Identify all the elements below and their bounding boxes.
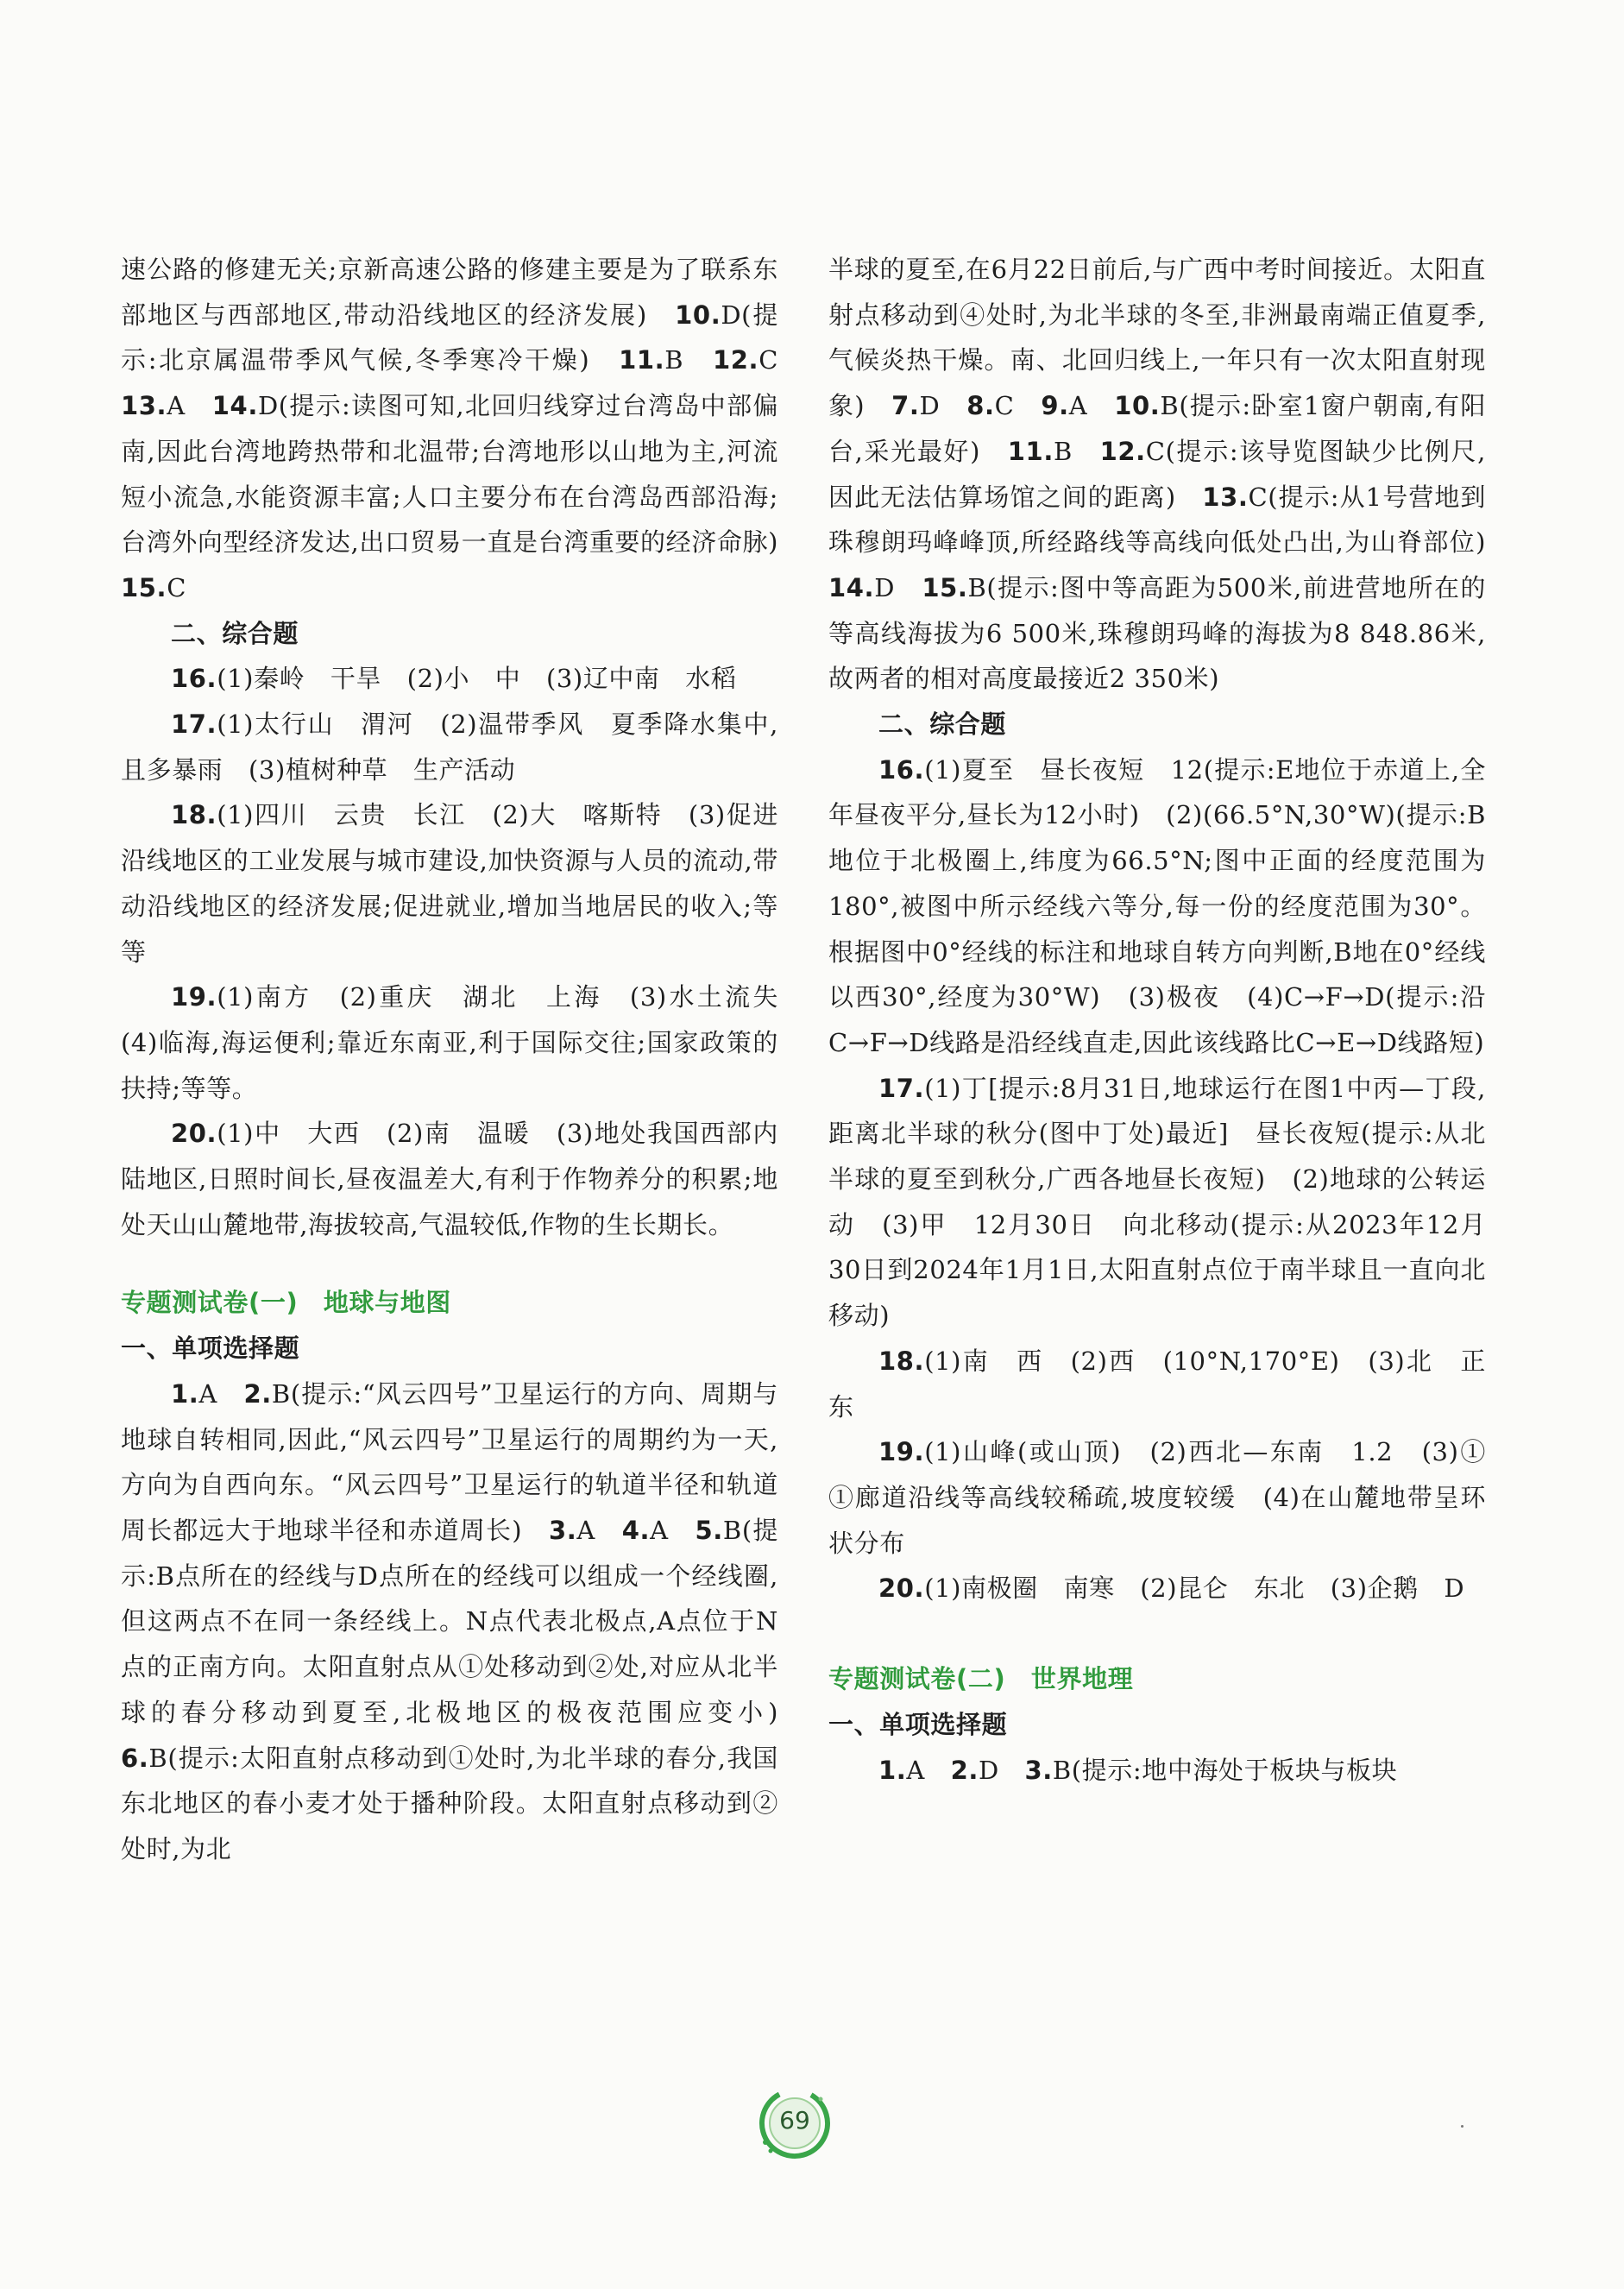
answer-paragraph: 1.A 2.D 3.B(提示:地中海处于板块与板块 <box>878 1755 1398 1785</box>
subsection-heading: 一、单项选择题 <box>121 1334 300 1364</box>
answer-18: 18.(1)南 西 (2)西 (10°N,170°E) (3)北 正东 <box>828 1346 1486 1422</box>
section-title: 专题测试卷(一) 地球与地图 <box>121 1288 451 1318</box>
answer-paragraph: 速公路的修建无关;京新高速公路的修建主要是为了联系东部地区与西部地区,带动沿线地区的经济发展) 10.D(提示:北京属温带季风气候,冬季寒冷干燥) 11.B 12.C 13.A 14.D(提示:读图可知,北回归线穿过台湾岛中部偏南,因此台湾地跨热带和北温带;台湾地形以山地为主,河流短小流急,水能资源丰富;人口主要分布在台湾岛西部沿海;台湾外向型经济发达,出口贸易一直是台湾重要的经济命脉) 15.C <box>121 255 778 602</box>
answer-19: 19.(1)南方 (2)重庆 湖北 上海 (3)水土流失 (4)临海,海运便利;靠近东南亚,利于国际交往;国家政策的扶持;等等。 <box>121 982 804 1103</box>
answer-16: 16.(1)秦岭 干旱 (2)小 中 (3)辽中南 水稻 <box>171 664 737 694</box>
subsection-heading: 一、单项选择题 <box>828 1709 1008 1739</box>
answer-17: 17.(1)丁[提示:8月31日,地球运行在图1中丙—丁段,距离北半球的秋分(图中丁处)最近] 昼长夜短(提示:从北半球的夏至到秋分,广西各地昼长夜短) (2)地球的公转运动 (3)甲 12月30日 向北移动(提示:从2023年12月30日到2024年1月1日,太阳直射点位于南半球且一直向北移动) <box>828 1073 1486 1331</box>
answer-17: 17.(1)太行山 渭河 (2)温带季风 夏季降水集中,且多暴雨 (3)植树种草 生产活动 <box>121 709 778 785</box>
print-speck <box>1461 2125 1463 2128</box>
answer-paragraph: 半球的夏至,在6月22日前后,与广西中考时间接近。太阳直射点移动到④处时,为北半球的冬至,非洲最南端正值夏季,气候炎热干燥。南、北回归线上,一年只有一次太阳直射现象) 7.D 8.C 9.A 10.B(提示:卧室1窗户朝南,有阳台,采光最好) 11.B 12.C(提示:该导览图缺少比例尺,因此无法估算场馆之间的距离) 13.C(提示:从1号营地到珠穆朗玛峰峰顶,所经路线等高线向低处凸出,为山脊部位) 14.D 15.B(提示:图中等高距为500米,前进营地所在的等高线海拔为6 500米,珠穆朗玛峰的海拔为8 848.86米,故两者的相对高度最接近2 350米) <box>828 255 1486 694</box>
answer-19: 19.(1)山峰(或山顶) (2)西北—东南 1.2 (3)① ①廊道沿线等高线较稀疏,坡度较缓 (4)在山麓地带呈环状分布 <box>828 1437 1512 1558</box>
subsection-heading: 二、综合题 <box>171 618 299 648</box>
answer-20: 20.(1)南极圈 南寒 (2)昆仑 东北 (3)企鹅 D <box>878 1573 1465 1604</box>
subsection-heading: 二、综合题 <box>878 709 1007 740</box>
left-column <box>121 247 804 1872</box>
answer-20: 20.(1)中 大西 (2)南 温暖 (3)地处我国西部内陆地区,日照时间长,昼夜温差大,有利于作物养分的积累;地处天山山麓地带,海拔较高,气温较低,作物的生长期长。 <box>121 1119 778 1239</box>
answer-paragraph: 1.A 2.B(提示:“风云四号”卫星运行的方向、周期与地球自转相同,因此,“风云四号”卫星运行的周期约为一天,方向为自西向东。“风云四号”卫星运行的轨道半径和轨道周长都远大于地球半径和赤道周长) 3.A 4.A 5.B(提示:B点所在的经线与D点所在的经线可以组成一个经线圈,但这两点不在同一条经线上。N点代表北极点,A点位于N点的正南方向。太阳直射点从①处移动到②处,对应从北半球的春分移动到夏至,北极地区的极夜范围应变小) 6.B(提示:太阳直射点移动到①处时,为北半球的春分,我国东北地区的春小麦才处于播种阶段。太阳直射点移动到②处时,为北 <box>121 1378 779 1863</box>
answer-16: 16.(1)夏至 昼长夜短 12(提示:E地位于赤道上,全年昼夜平分,昼长为12小时) (2)(66.5°N,30°W)(提示:B地位于北极圈上,纬度为66.5°N;图中正面的经度范围为180°,被图中所示经线六等分,每一份的经度范围为30°。根据图中0°经线的标注和地球自转方向判断,B地在0°经线以西30°,经度为30°W) (3)极夜 (4)C→F→D(提示:沿C→F→D线路是沿经线直走,因此该线路比C→E→D线路短) <box>828 754 1486 1057</box>
right-column <box>828 247 1512 1793</box>
answer-18: 18.(1)四川 云贵 长江 (2)大 喀斯特 (3)促进沿线地区的工业发展与城市建设,加快资源与人员的流动,带动沿线地区的经济发展;促进就业,增加当地居民的收入;等等 <box>121 800 778 967</box>
section-title: 专题测试卷(二) 世界地理 <box>828 1664 1134 1694</box>
page-number: 69 <box>779 2106 810 2135</box>
